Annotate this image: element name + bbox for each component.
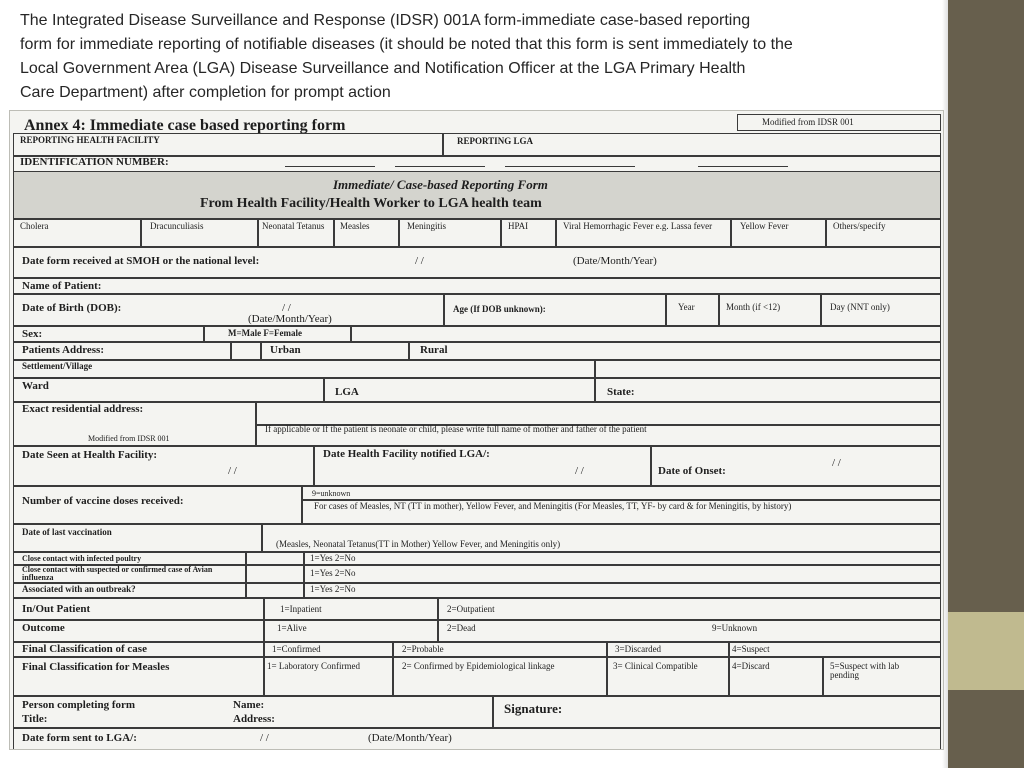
- outbreak-label: Associated with an outbreak?: [22, 584, 136, 594]
- divider: [13, 641, 941, 643]
- alive-option: 1=Alive: [277, 623, 307, 633]
- id-blank: [698, 166, 788, 167]
- divider: [730, 218, 732, 246]
- divider: [13, 597, 941, 599]
- dob-slashes: / /: [282, 302, 291, 314]
- slide-caption: [20, 9, 930, 105]
- decor-strip-middle: [948, 612, 1024, 690]
- date-received-label: Date form received at SMOH or the national level:: [22, 255, 260, 267]
- divider: [303, 551, 305, 597]
- confirmed-option: 1=Confirmed: [272, 644, 321, 654]
- divider: [442, 133, 444, 155]
- divider: [13, 523, 941, 525]
- divider: [13, 218, 941, 220]
- date-of-birth-label: Date of Birth (DOB):: [22, 302, 122, 314]
- id-blank: [505, 166, 635, 167]
- divider: [323, 377, 325, 401]
- disease-measles: Measles: [340, 221, 370, 231]
- discard-option: 4=Discard: [732, 661, 770, 671]
- outcome-label: Outcome: [22, 622, 65, 634]
- avian-contact-yes-no: 1=Yes 2=No: [310, 568, 356, 578]
- divider: [392, 641, 394, 695]
- divider: [820, 293, 822, 325]
- outbreak-yes-no: 1=Yes 2=No: [310, 584, 356, 594]
- last-vaccination-label: Date of last vaccination: [22, 527, 112, 537]
- clinical-compatible-option: 3= Clinical Compatible: [613, 661, 698, 671]
- title-label: Title:: [22, 713, 48, 725]
- age-year: Year: [678, 302, 695, 312]
- address-label: Address:: [233, 713, 275, 725]
- divider: [255, 401, 257, 445]
- disease-meningitis: Meningitis: [407, 221, 447, 231]
- caption-line-1: The Integrated Disease Surveillance and Response (IDSR) 001A form-immediate case-based reporting: [20, 12, 751, 29]
- disease-hpai: HPAI: [508, 221, 529, 231]
- disease-others: Others/specify: [833, 221, 886, 231]
- disease-dracunculiasis: Dracunculiasis: [150, 221, 204, 231]
- avian-contact-label: Close contact with suspected or confirmed case of Avian influenza: [22, 565, 213, 582]
- vaccine-note: For cases of Measles, NT (TT in mother), Yellow Fever, and Meningitis (For Measles, TT, YF- by card & for Meningitis, by history): [314, 501, 792, 511]
- poultry-contact-label: Close contact with infected poultry: [22, 554, 142, 563]
- id-blank: [285, 166, 375, 167]
- inout-patient-label: In/Out Patient: [22, 603, 91, 615]
- divider: [408, 341, 410, 359]
- divider: [718, 293, 720, 325]
- divider: [13, 359, 941, 361]
- divider: [301, 485, 303, 523]
- divider: [606, 641, 608, 695]
- divider: [13, 551, 941, 553]
- ward-label: Ward: [22, 380, 49, 392]
- disease-neonatal-tetanus: Neonatal Tetanus: [262, 221, 325, 231]
- divider: [13, 277, 941, 279]
- caption-line-2: form for immediate reporting of notifiable diseases (it should be noted that this form is sent immediately to the: [20, 36, 793, 53]
- patients-address-label: Patients Address:: [22, 344, 104, 356]
- signature-label: Signature:: [504, 701, 563, 716]
- date-notified-label: Date Health Facility notified LGA/:: [323, 448, 490, 460]
- divider: [594, 359, 596, 401]
- divider: [13, 377, 941, 379]
- name-of-patient-label: Name of Patient:: [22, 280, 102, 292]
- final-class-case-label: Final Classification of case: [22, 643, 147, 655]
- divider: [13, 445, 941, 447]
- divider: [261, 523, 263, 551]
- unknown-outcome-option: 9=Unknown: [712, 623, 758, 633]
- discarded-option: 3=Discarded: [615, 644, 662, 654]
- divider: [728, 641, 730, 695]
- date-notified-slashes: / /: [575, 465, 584, 477]
- outpatient-option: 2=Outpatient: [447, 604, 495, 614]
- divider: [263, 641, 265, 695]
- vaccine-doses-label: Number of vaccine doses received:: [22, 495, 184, 507]
- date-onset-label: Date of Onset:: [658, 465, 726, 477]
- decor-strip-bottom: [948, 690, 1024, 768]
- urban-label: Urban: [270, 344, 301, 356]
- band-title-2: From Health Facility/Health Worker to LGA health team: [200, 196, 542, 211]
- sex-options: M=Male F=Female: [228, 328, 302, 338]
- divider: [822, 656, 824, 695]
- disease-viral-hemorrhagic-fever: Viral Hemorrhagic Fever e.g. Lassa fever: [563, 221, 713, 231]
- suspect-lab-option: 5=Suspect with lab pending: [830, 661, 900, 680]
- name-label: Name:: [233, 699, 265, 711]
- reporting-form-image: [9, 110, 944, 750]
- divider: [398, 218, 400, 246]
- divider: [260, 341, 262, 359]
- date-sent-label: Date form sent to LGA/:: [22, 732, 137, 744]
- date-received-format: (Date/Month/Year): [573, 255, 657, 267]
- divider: [13, 485, 941, 487]
- divider: [257, 218, 259, 246]
- lab-confirmed-option: 1= Laboratory Confirmed: [267, 661, 361, 671]
- divider: [825, 218, 827, 246]
- decor-strip-top: [948, 0, 1024, 612]
- divider: [140, 218, 142, 246]
- age-label: Age (If DOB unknown):: [453, 304, 546, 314]
- divider: [13, 695, 941, 697]
- final-class-measles-label: Final Classification for Measles: [22, 661, 170, 673]
- reporting-lga-label: REPORTING LGA: [457, 136, 533, 146]
- epi-confirmed-option: 2= Confirmed by Epidemiological linkage: [402, 661, 555, 671]
- person-completing-label: Person completing form: [22, 699, 136, 711]
- divider: [443, 293, 445, 325]
- divider: [13, 341, 941, 343]
- divider: [650, 445, 652, 485]
- divider: [13, 293, 941, 295]
- sex-label: Sex:: [22, 328, 43, 340]
- id-blank: [395, 166, 485, 167]
- date-sent-slashes: / /: [260, 732, 269, 744]
- band-title-1: Immediate/ Case-based Reporting Form: [333, 177, 548, 192]
- disease-yellow-fever: Yellow Fever: [740, 221, 789, 231]
- divider: [245, 551, 247, 597]
- divider: [13, 325, 941, 327]
- state-label: State:: [607, 386, 635, 398]
- poultry-contact-yes-no: 1=Yes 2=No: [310, 553, 356, 563]
- annex-title: Annex 4: Immediate case based reporting form: [24, 117, 346, 134]
- age-day: Day (NNT only): [830, 302, 890, 312]
- divider: [333, 218, 335, 246]
- date-seen-label: Date Seen at Health Facility:: [22, 449, 158, 461]
- divider: [203, 325, 205, 341]
- inpatient-option: 1=Inpatient: [280, 604, 322, 614]
- caption-line-3: Local Government Area (LGA) Disease Surveillance and Notification Officer at the LGA Primary Health: [20, 60, 746, 77]
- divider: [13, 619, 941, 621]
- modified-label: Modified from IDSR 001: [762, 117, 854, 127]
- rural-label: Rural: [420, 344, 448, 356]
- divider: [350, 325, 352, 341]
- disease-cholera: Cholera: [20, 221, 49, 231]
- date-onset-slashes: / /: [832, 457, 841, 469]
- divider: [13, 727, 941, 729]
- probable-option: 2=Probable: [402, 644, 444, 654]
- divider: [313, 445, 315, 485]
- reporting-facility-label: REPORTING HEALTH FACILITY: [20, 135, 160, 145]
- unknown-code: 9=unknown: [312, 489, 351, 498]
- divider: [13, 656, 941, 658]
- divider: [13, 582, 941, 584]
- divider: [555, 218, 557, 246]
- caption-line-4: Care Department) after completion for prompt action: [20, 84, 391, 101]
- guardian-note: If applicable or If the patient is neonate or child, please write full name of mother and father of the patient: [265, 424, 647, 434]
- divider: [492, 695, 494, 727]
- date-received-slashes: / /: [415, 255, 424, 267]
- divider: [13, 246, 941, 248]
- suspect-option: 4=Suspect: [732, 644, 770, 654]
- date-seen-slashes: / /: [228, 465, 237, 477]
- lga-label: LGA: [335, 386, 359, 398]
- settlement-label: Settlement/Village: [22, 361, 93, 371]
- divider: [665, 293, 667, 325]
- age-month: Month (if <12): [726, 302, 781, 312]
- last-vaccination-note: (Measles, Neonatal Tetanus(TT in Mother) Yellow Fever, and Meningitis only): [276, 539, 561, 549]
- divider: [230, 341, 232, 359]
- date-sent-format: (Date/Month/Year): [368, 732, 452, 744]
- divider: [13, 401, 941, 403]
- dead-option: 2=Dead: [447, 623, 476, 633]
- exact-address-label: Exact residential address:: [22, 403, 144, 415]
- dob-format: (Date/Month/Year): [248, 313, 332, 325]
- divider: [500, 218, 502, 246]
- identification-number-label: IDENTIFICATION NUMBER:: [20, 156, 169, 168]
- modified-small-label: Modified from IDSR 001: [88, 434, 170, 443]
